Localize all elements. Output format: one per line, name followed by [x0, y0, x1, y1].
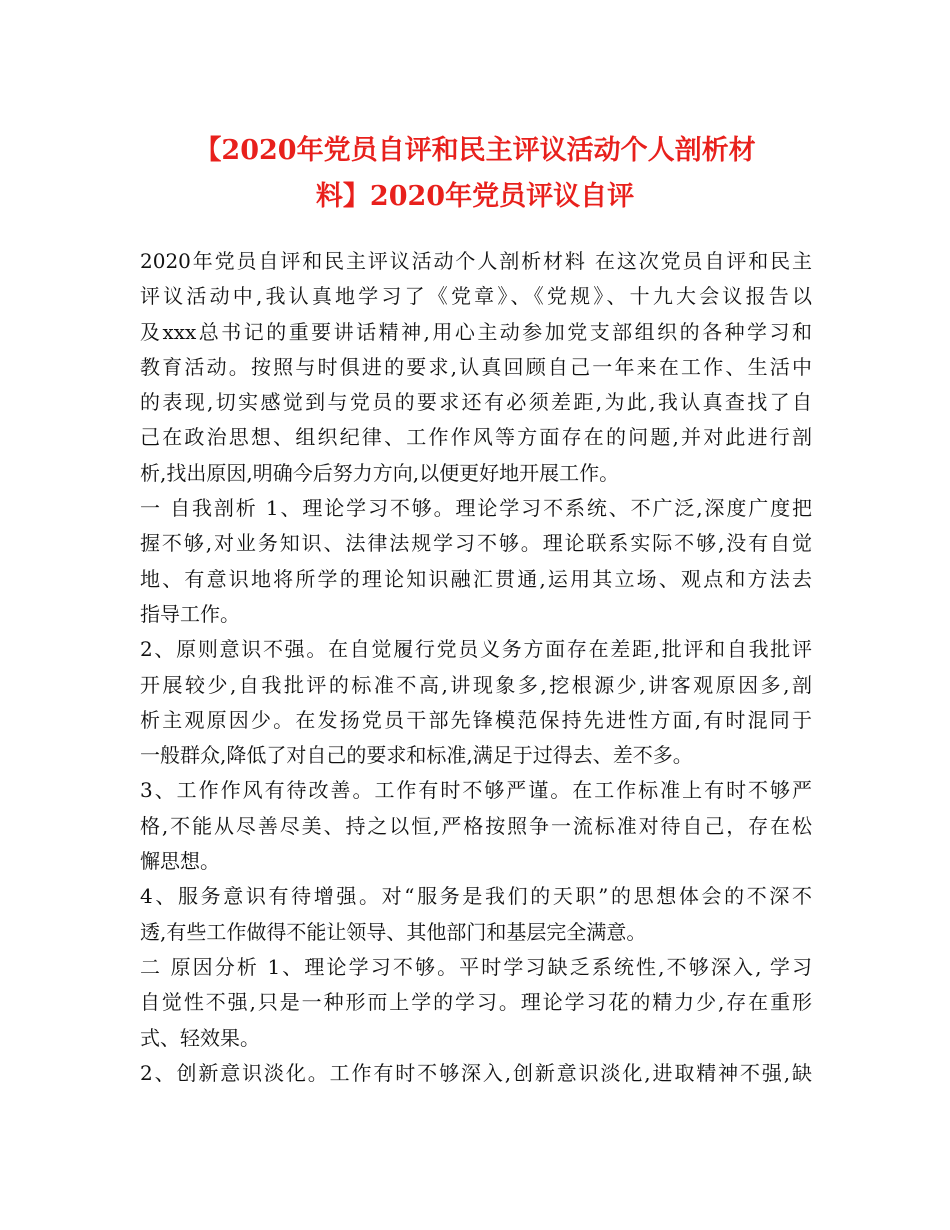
- body-text-line: 教育活动。按照与时俱进的要求,认真回顾自己一年来在工作、生活中: [140, 354, 812, 379]
- body-text-line: 析主观原因少。在发扬党员干部先锋模范保持先进性方面,有时混同于: [140, 707, 812, 732]
- body-text-line: 地、有意识地将所学的理论知识融汇贯通,运用其立场、观点和方法去: [140, 566, 812, 591]
- body-text-line: 2020年党员自评和民主评议活动个人剖析材料 在这次党员自评和民主: [140, 249, 812, 273]
- body-text-line: 懈思想。: [140, 849, 220, 874]
- body-text-line: 一 自我剖析 1、理论学习不够。理论学习不系统、不广泛,深度广度把: [140, 496, 812, 521]
- body-text-line: 二 原因分析 1、理论学习不够。平时学习缺乏系统性,不够深入, 学习: [140, 954, 812, 979]
- document-body: [140, 244, 812, 1091]
- document-title-line-1: 【2020年党员自评和民主评议活动个人剖析材: [194, 135, 756, 166]
- body-text-line: 的表现,切实感觉到与党员的要求还有必须差距,为此,我认真查找了自: [140, 390, 812, 415]
- body-text-line: 己在政治思想、组织纪律、工作作风等方面存在的问题,并对此进行剖: [140, 425, 812, 450]
- body-text-line: 4、服务意识有待增强。对“服务是我们的天职”的思想体会的不深不: [140, 884, 812, 909]
- body-text-line: 格,不能从尽善尽美、持之以恒,严格按照争一流标准对待自己，存在松: [140, 813, 812, 838]
- body-text-line: 2、原则意识不强。在自觉履行党员义务方面存在差距,批评和自我批评: [140, 637, 812, 662]
- body-text-line: 指导工作。: [140, 601, 240, 626]
- body-text-line: 一般群众,降低了对自己的要求和标准,满足于过得去、差不多。: [140, 743, 693, 768]
- body-text-line: 开展较少,自我批评的标准不高,讲现象多,挖根源少,讲客观原因多,剖: [140, 672, 812, 697]
- body-text-line: 及xxx总书记的重要讲话精神,用心主动参加党支部组织的各种学习和: [140, 319, 812, 344]
- body-text-line: 2、创新意识淡化。工作有时不够深入,创新意识淡化,进取精神不强,缺: [140, 1060, 812, 1085]
- body-text-line: 3、工作作风有待改善。工作有时不够严谨。在工作标准上有时不够严: [140, 778, 812, 803]
- body-text-line: 透,有些工作做得不能让领导、其他部门和基层完全满意。: [140, 919, 647, 944]
- body-text-line: 评议活动中,我认真地学习了《党章》、《党规》、十九大会议报告以: [140, 284, 812, 309]
- document-title-line-2: 料】2020年党员评议自评: [315, 181, 635, 212]
- body-text-line: 式、轻效果。: [140, 1025, 260, 1050]
- body-text-line: 自觉性不强,只是一种形而上学的学习。理论学习花的精力少,存在重形: [140, 990, 812, 1015]
- body-text-line: 析,找出原因,明确今后努力方向,以便更好地开展工作。: [140, 460, 620, 485]
- body-text-line: 握不够,对业务知识、法律法规学习不够。理论联系实际不够,没有自觉: [140, 531, 812, 556]
